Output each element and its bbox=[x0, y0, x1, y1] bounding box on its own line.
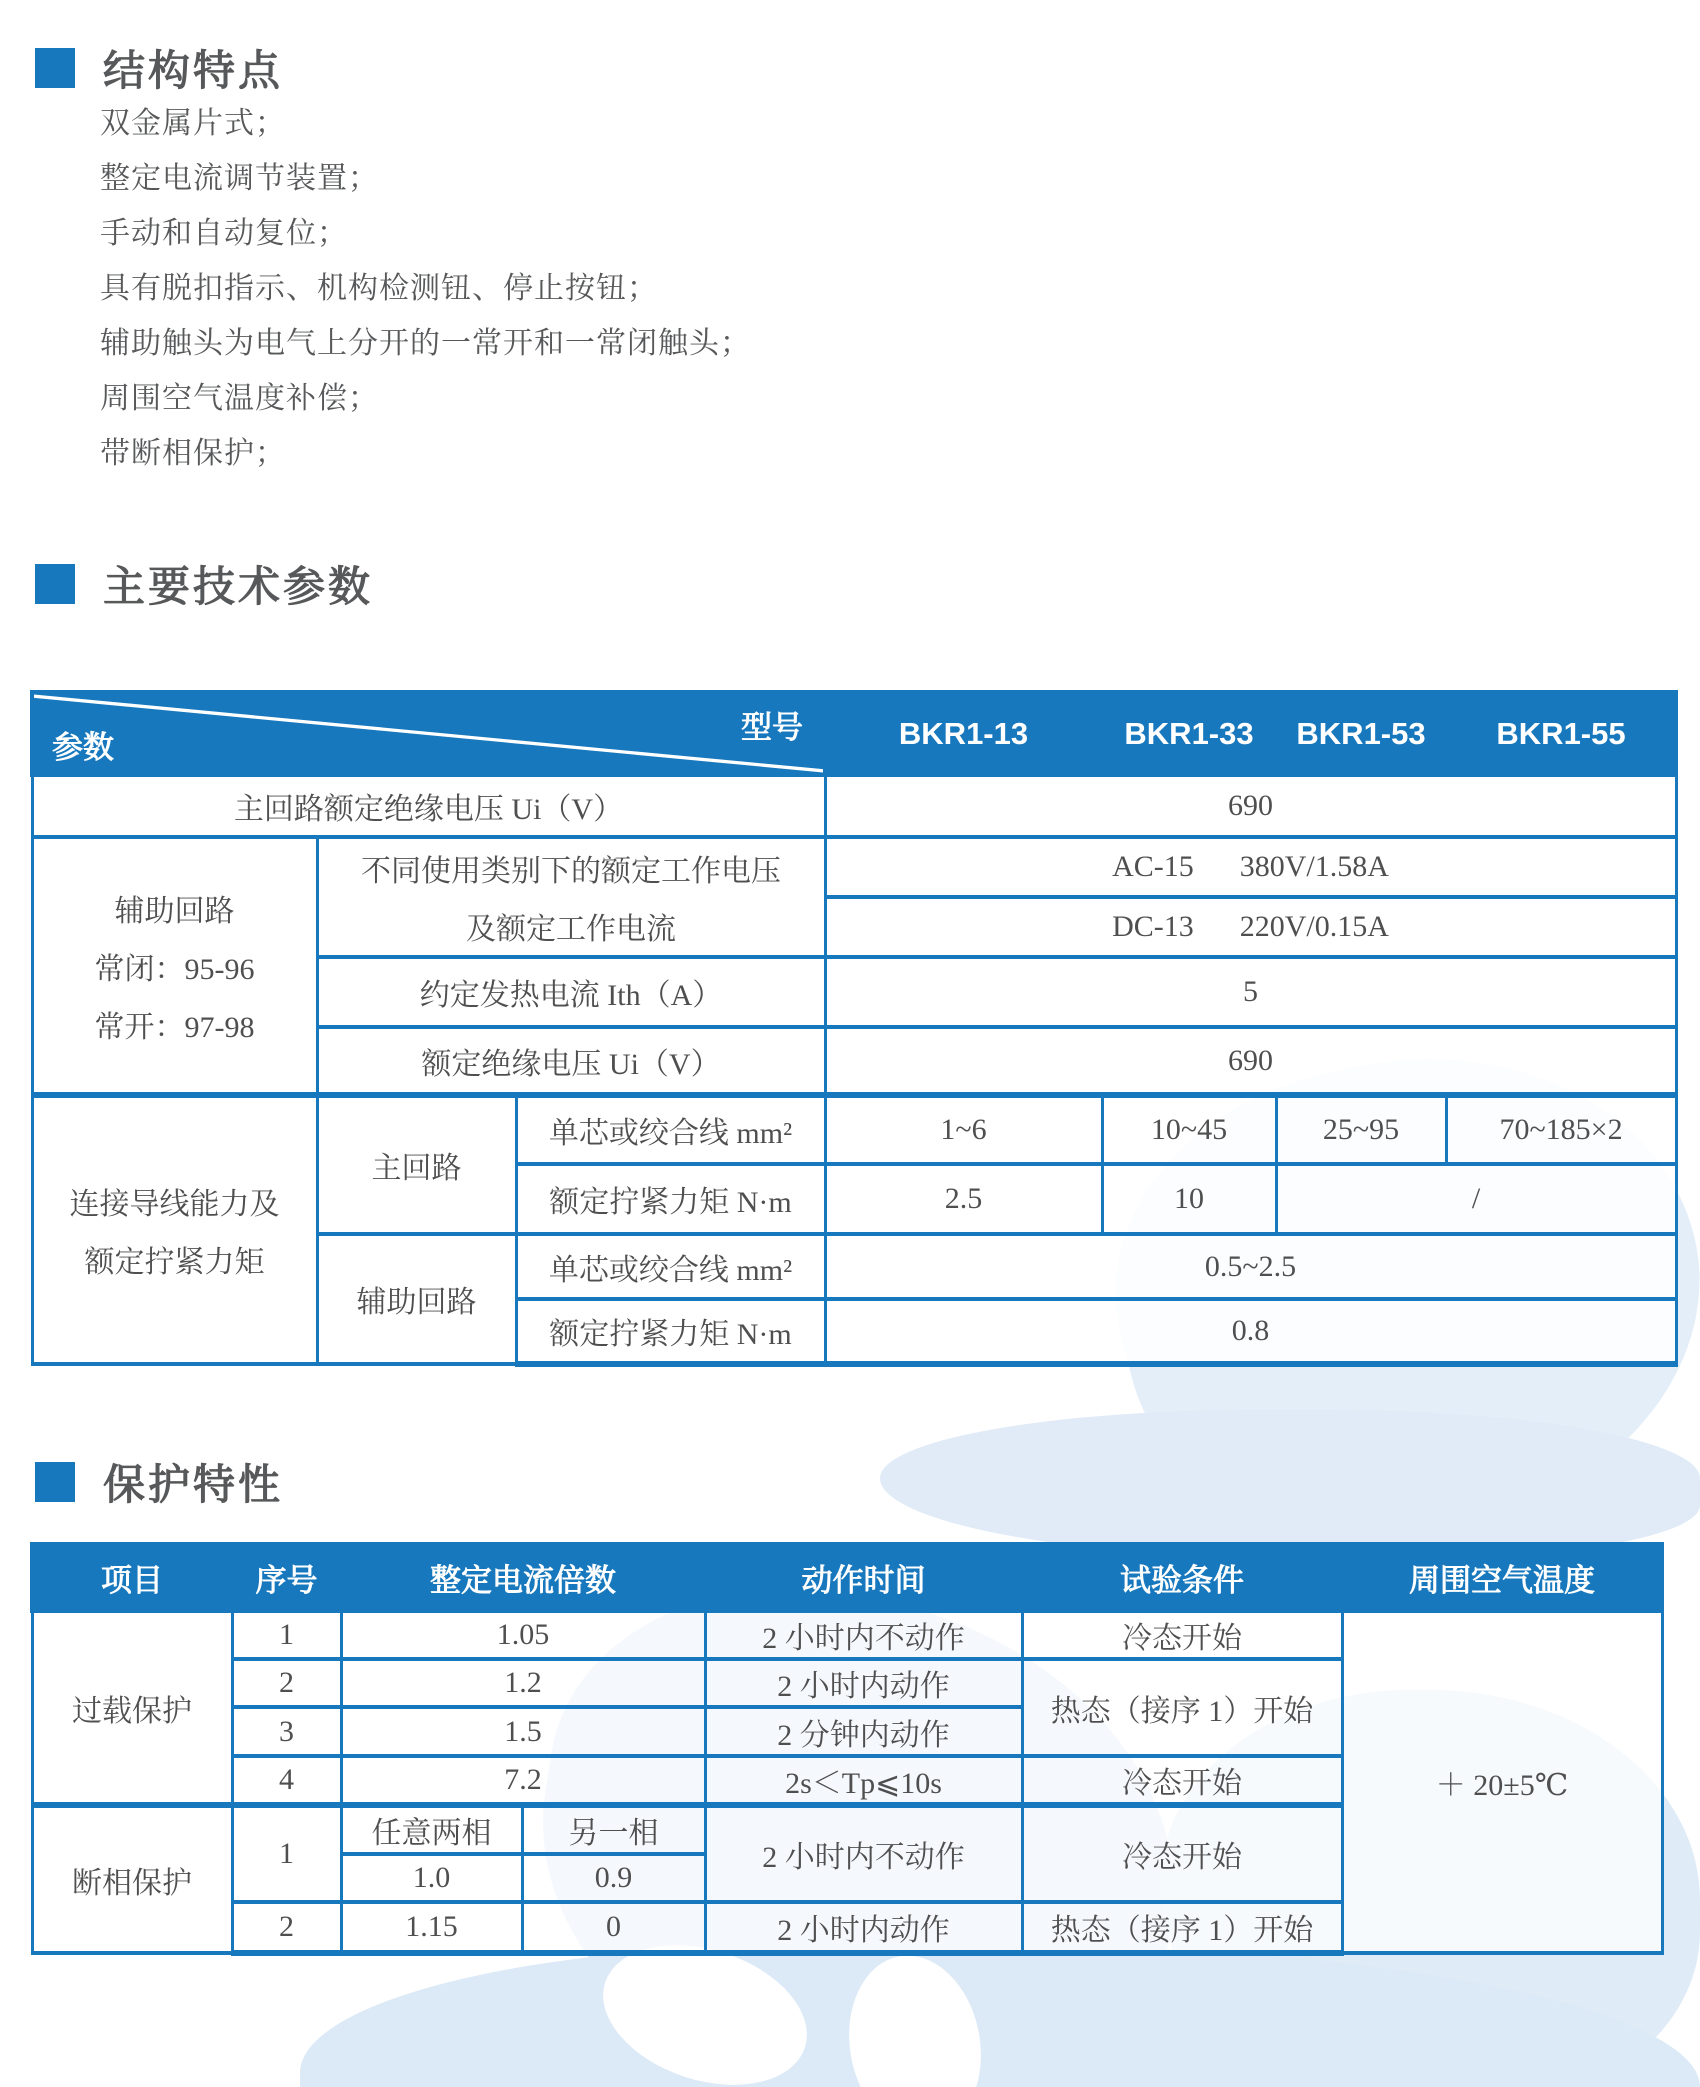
param-value-cell: 1~6 bbox=[825, 1095, 1102, 1164]
usage-label-lines: 不同使用类别下的额定工作电压 及额定工作电流 bbox=[361, 855, 781, 946]
table-header-row bbox=[32, 692, 1676, 775]
aux-circuit-lines: 辅助回路 常闭：95-96 常开：97-98 bbox=[94, 894, 255, 1044]
wiring-group-cell bbox=[32, 1095, 317, 1364]
phase-subheader-cell: 任意两相 bbox=[341, 1805, 522, 1854]
seq-cell: 2 bbox=[232, 1659, 341, 1707]
subgroup-label-cell: 辅助回路 bbox=[317, 1234, 516, 1364]
param-label-cell: 额定绝缘电压 Ui（V） bbox=[317, 1027, 825, 1095]
param-value-cell: / bbox=[1276, 1164, 1676, 1234]
diagonal-header-cell bbox=[32, 692, 825, 775]
diagonal-line bbox=[34, 694, 823, 773]
time-cell: 2s＜Tp⩽10s bbox=[705, 1756, 1022, 1805]
feature-list bbox=[100, 96, 751, 481]
section-bullet-icon bbox=[35, 564, 75, 604]
item-group-cell: 过载保护 bbox=[32, 1611, 232, 1805]
condition-cell: 冷态开始 bbox=[1022, 1756, 1342, 1805]
multiple-cell: 1.05 bbox=[341, 1611, 705, 1659]
wiring-group-lines: 连接导线能力及 额定拧紧力矩 bbox=[69, 1188, 280, 1279]
time-cell: 2 分钟内动作 bbox=[705, 1707, 1022, 1756]
model-column-header: BKR1-53 bbox=[1276, 692, 1446, 775]
multiple-cell: 1.2 bbox=[341, 1659, 705, 1707]
multiple-cell: 1.5 bbox=[341, 1707, 705, 1756]
param-label-cell: 额定拧紧力矩 N·m bbox=[516, 1164, 825, 1234]
time-cell: 2 小时内动作 bbox=[705, 1902, 1022, 1953]
seq-cell: 1 bbox=[232, 1611, 341, 1659]
condition-cell: 冷态开始 bbox=[1022, 1805, 1342, 1902]
map-shape bbox=[880, 1410, 1700, 1560]
section-heading-features bbox=[35, 38, 283, 98]
item-group-cell: 断相保护 bbox=[32, 1805, 232, 1953]
subgroup-label-cell: 主回路 bbox=[317, 1095, 516, 1234]
section-bullet-icon bbox=[35, 48, 75, 88]
column-header: 序号 bbox=[232, 1544, 341, 1611]
condition-cell: 热态（接序 1）开始 bbox=[1022, 1659, 1342, 1756]
list-item: 辅助触头为电气上分开的一常开和一常闭触头； bbox=[100, 327, 751, 360]
protection-table bbox=[30, 1542, 1664, 1956]
param-value-cell: 10~45 bbox=[1102, 1095, 1276, 1164]
param-value-cell: 25~95 bbox=[1276, 1095, 1446, 1164]
table-header-row bbox=[32, 1544, 1662, 1611]
condition-cell: 冷态开始 bbox=[1022, 1611, 1342, 1659]
model-column-header: BKR1-55 bbox=[1446, 692, 1676, 775]
multiple-cell: 0.9 bbox=[522, 1854, 705, 1902]
table-row bbox=[32, 775, 1676, 837]
param-label-cell bbox=[317, 837, 825, 957]
param-label-cell: 额定拧紧力矩 N·m bbox=[516, 1299, 825, 1364]
condition-cell: 热态（接序 1）开始 bbox=[1022, 1902, 1342, 1953]
ambient-cell: ＋ 20±5℃ bbox=[1342, 1611, 1662, 1953]
multiple-cell: 1.0 bbox=[341, 1854, 522, 1902]
param-label-cell: 单芯或绞合线 mm² bbox=[516, 1095, 825, 1164]
column-header: 周围空气温度 bbox=[1342, 1544, 1662, 1611]
list-item: 双金属片式； bbox=[100, 107, 286, 140]
list-item: 带断相保护； bbox=[100, 437, 286, 470]
section-heading-protection bbox=[35, 1452, 283, 1512]
param-value-cell: 0.5~2.5 bbox=[825, 1234, 1676, 1299]
param-value-cell: AC-15 380V/1.58A bbox=[825, 837, 1676, 897]
section-title: 保护特性 bbox=[103, 1461, 284, 1508]
multiple-cell: 1.15 bbox=[341, 1902, 522, 1953]
model-column-header: BKR1-33 bbox=[1102, 692, 1276, 775]
list-item: 周围空气温度补偿； bbox=[100, 382, 379, 415]
list-item: 整定电流调节装置； bbox=[100, 162, 379, 195]
time-cell: 2 小时内不动作 bbox=[705, 1805, 1022, 1902]
list-item: 具有脱扣指示、机构检测钮、停止按钮； bbox=[100, 272, 658, 305]
param-value-cell: 0.8 bbox=[825, 1299, 1676, 1364]
param-value-cell: 690 bbox=[825, 1027, 1676, 1095]
seq-cell: 2 bbox=[232, 1902, 341, 1953]
phase-subheader-cell: 另一相 bbox=[522, 1805, 705, 1854]
param-value-cell: 690 bbox=[825, 775, 1676, 837]
table-row bbox=[32, 837, 1676, 897]
corner-label-model: 型号 bbox=[741, 710, 804, 745]
table-row bbox=[32, 1095, 1676, 1164]
section-title: 主要技术参数 bbox=[103, 563, 374, 610]
aux-circuit-group-cell bbox=[32, 837, 317, 1095]
param-value-cell: 5 bbox=[825, 957, 1676, 1027]
column-header: 整定电流倍数 bbox=[341, 1544, 705, 1611]
tech-parameters-table bbox=[30, 690, 1678, 1367]
time-cell: 2 小时内不动作 bbox=[705, 1611, 1022, 1659]
seq-cell: 4 bbox=[232, 1756, 341, 1805]
column-header: 项目 bbox=[32, 1544, 232, 1611]
column-header: 动作时间 bbox=[705, 1544, 1022, 1611]
section-title: 结构特点 bbox=[103, 47, 284, 94]
param-value-cell: 70~185×2 bbox=[1446, 1095, 1676, 1164]
param-label-cell: 约定发热电流 Ith（A） bbox=[317, 957, 825, 1027]
corner-label-param: 参数 bbox=[52, 730, 114, 765]
section-bullet-icon bbox=[35, 1462, 75, 1502]
param-label-cell: 主回路额定绝缘电压 Ui（V） bbox=[32, 775, 825, 837]
time-cell: 2 小时内动作 bbox=[705, 1659, 1022, 1707]
param-label-cell: 单芯或绞合线 mm² bbox=[516, 1234, 825, 1299]
seq-cell: 1 bbox=[232, 1805, 341, 1902]
list-item: 手动和自动复位； bbox=[100, 217, 348, 250]
param-value-cell: DC-13 220V/0.15A bbox=[825, 897, 1676, 957]
param-value-cell: 2.5 bbox=[825, 1164, 1102, 1234]
column-header: 试验条件 bbox=[1022, 1544, 1342, 1611]
multiple-cell: 7.2 bbox=[341, 1756, 705, 1805]
param-value-cell: 10 bbox=[1102, 1164, 1276, 1234]
table-row bbox=[32, 1611, 1662, 1659]
section-heading-tech-params bbox=[35, 554, 373, 614]
multiple-cell: 0 bbox=[522, 1902, 705, 1953]
seq-cell: 3 bbox=[232, 1707, 341, 1756]
model-column-header: BKR1-13 bbox=[825, 692, 1102, 775]
